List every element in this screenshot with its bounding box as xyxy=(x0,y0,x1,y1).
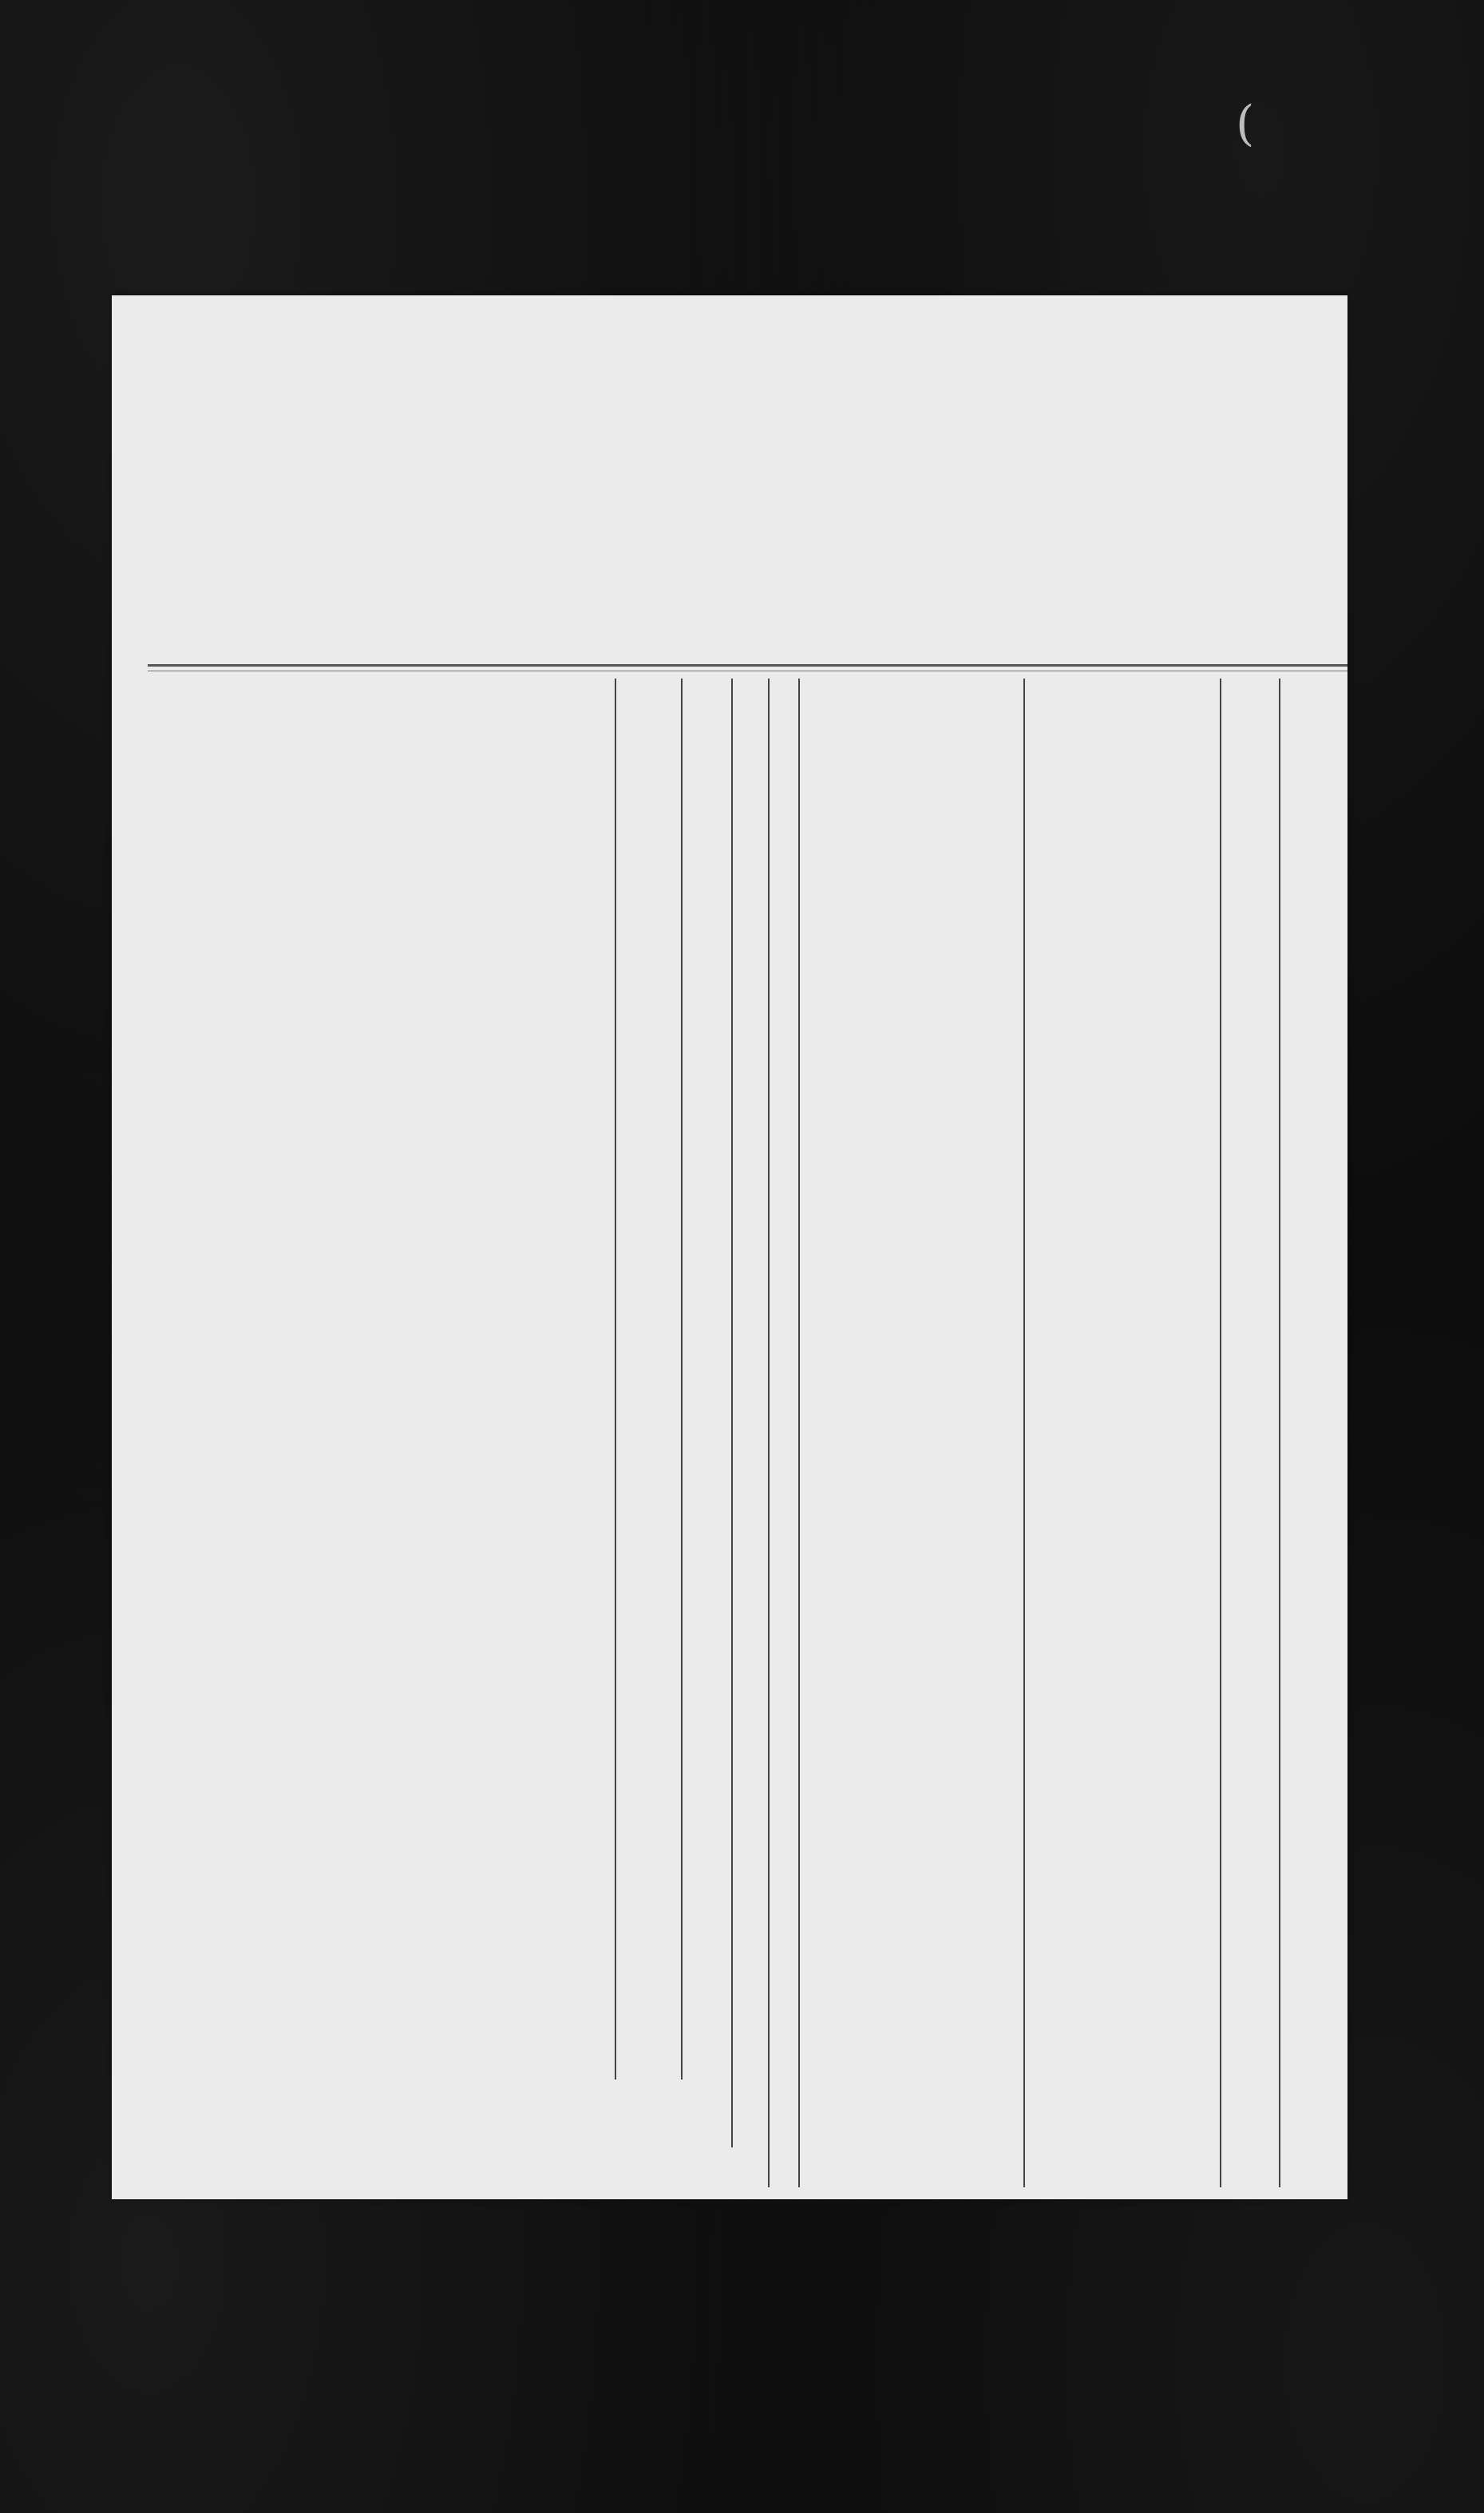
col-divider-age xyxy=(615,679,616,2080)
col-divider-passport xyxy=(798,679,800,2187)
manifest-page xyxy=(112,295,1347,2199)
header-rule xyxy=(148,664,1347,667)
col-divider-nation xyxy=(768,679,770,2187)
col-divider-a xyxy=(731,679,733,2147)
col-divider-weight xyxy=(1279,679,1280,2187)
margin-mark: ( xyxy=(1236,96,1255,152)
col-divider-route xyxy=(1023,679,1025,2187)
col-divider-bags xyxy=(1220,679,1221,2187)
col-divider-sex xyxy=(681,679,683,2080)
